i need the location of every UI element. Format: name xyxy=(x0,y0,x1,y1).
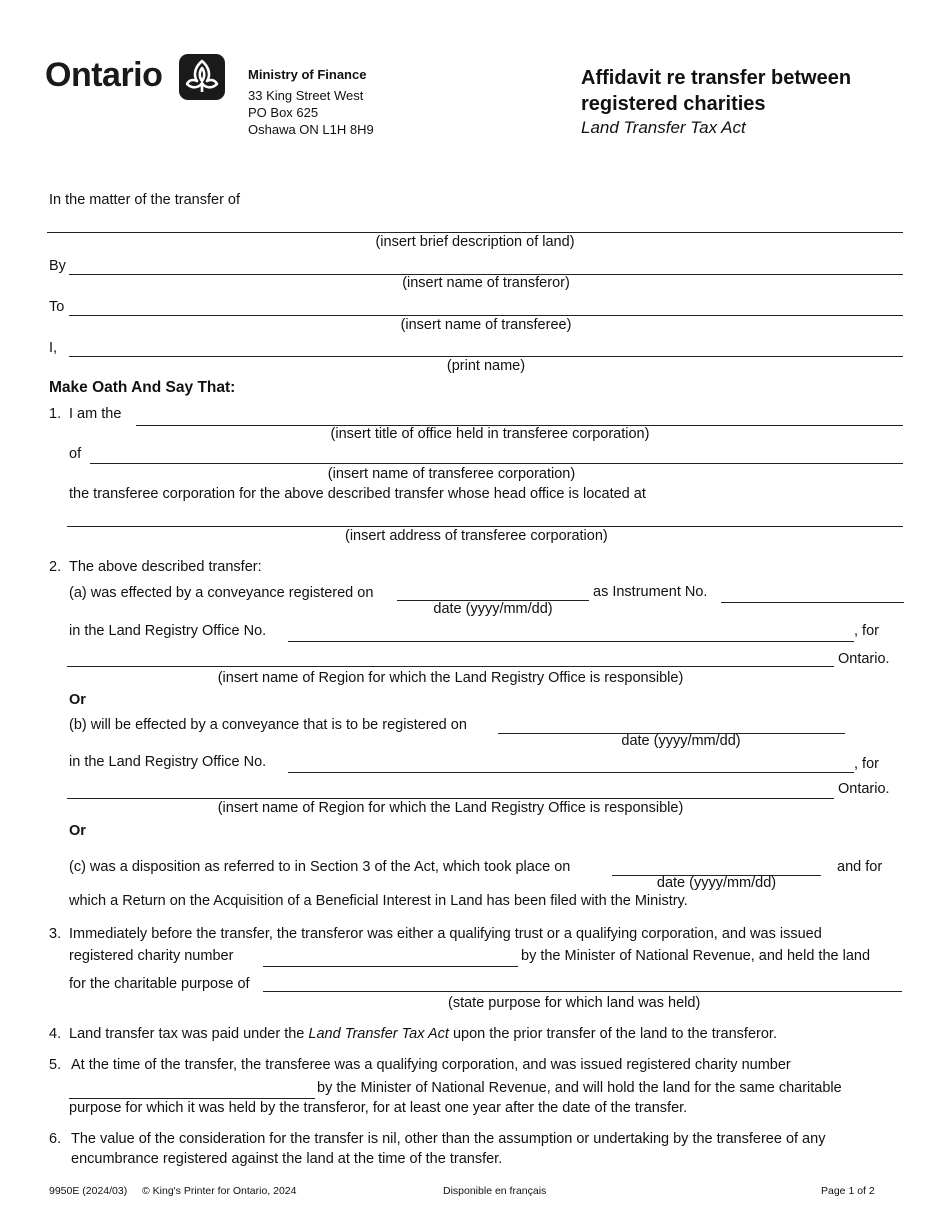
option-a-text: (a) was effected by a conveyance registered on xyxy=(69,585,374,601)
oath-heading: Make Oath And Say That: xyxy=(49,379,236,396)
transferee-line xyxy=(69,315,903,316)
option-b-date-caption: date (yyyy/mm/dd) xyxy=(621,733,741,749)
land-description-line xyxy=(47,232,903,233)
by-label: By xyxy=(49,258,66,274)
transferee-charity-number-field[interactable] xyxy=(69,1080,315,1098)
copyright: © King's Printer for Ontario, 2024 xyxy=(142,1185,297,1197)
i-label: I, xyxy=(49,340,58,356)
print-name-field[interactable] xyxy=(69,338,903,356)
item5-line3: purpose for which it was held by the transferor, for at least one year after the date of the transfer. xyxy=(69,1100,688,1116)
i-am-label: I am the xyxy=(69,406,122,422)
transferee-charity-number-line xyxy=(69,1098,315,1099)
item6-line2: encumbrance registered against the land at the time of the transfer. xyxy=(71,1151,503,1167)
address-line: 33 King Street West xyxy=(248,88,364,103)
form-code: 9950E (2024/03) xyxy=(49,1185,128,1197)
item4-act-name: Land Transfer Tax Act xyxy=(308,1026,449,1042)
item4-text-after: upon the prior transfer of the land to the transferor. xyxy=(448,1026,777,1042)
option-a-date-field[interactable] xyxy=(397,582,589,600)
transfer-intro: The above described transfer: xyxy=(69,559,262,575)
charitable-purpose-line xyxy=(263,991,902,992)
minister-text: by the Minister of National Revenue, and held the land xyxy=(521,948,871,964)
head-office-text: the transferee corporation for the above described transfer whose head office is located at xyxy=(69,486,646,502)
and-for-label: and for xyxy=(837,859,883,875)
for-label: , for xyxy=(854,623,879,639)
option-a-lro-field[interactable] xyxy=(288,623,854,641)
lro-label: in the Land Registry Office No. xyxy=(69,623,267,639)
option-c-text: (c) was a disposition as referred to in Section 3 of the Act, which took place on xyxy=(69,859,571,875)
item-number: 3. xyxy=(49,926,62,942)
option-c-text-2: which a Return on the Acquisition of a Beneficial Interest in Land has been filed with the Ministry. xyxy=(69,893,688,909)
or-label: Or xyxy=(69,823,86,839)
item6-line1: The value of the consideration for the transfer is nil, other than the assumption or undertaking by the transferee of any xyxy=(71,1131,826,1147)
instrument-number-field[interactable] xyxy=(721,584,904,602)
option-a-region-field[interactable] xyxy=(67,648,834,666)
purpose-label: for the charitable purpose of xyxy=(69,976,250,992)
french-version-note: Disponible en français xyxy=(443,1185,547,1197)
item-number: 6. xyxy=(49,1131,62,1147)
transferee-field[interactable] xyxy=(69,297,903,315)
charity-number-label: registered charity number xyxy=(69,948,234,964)
instrument-number-line xyxy=(721,602,904,603)
trillium-icon xyxy=(179,54,225,100)
transferor-caption: (insert name of transferor) xyxy=(402,275,570,291)
item-number: 1. xyxy=(49,406,62,422)
item-number: 5. xyxy=(49,1057,62,1073)
item4-text-before: Land transfer tax was paid under the xyxy=(69,1026,309,1042)
ontario-label: Ontario. xyxy=(838,651,890,667)
or-label: Or xyxy=(69,692,86,708)
document-subtitle: Land Transfer Tax Act xyxy=(581,118,746,137)
corporation-address-field[interactable] xyxy=(67,508,903,526)
title-line: registered charities xyxy=(581,93,766,115)
print-name-caption: (print name) xyxy=(446,358,526,374)
ministry-address-block xyxy=(248,66,374,138)
to-label: To xyxy=(49,299,65,315)
option-b-lro-line xyxy=(288,772,854,773)
transferor-charity-number-line xyxy=(263,966,518,967)
corporation-name-field[interactable] xyxy=(90,445,903,463)
option-b-text: (b) will be effected by a conveyance that is to be registered on xyxy=(69,717,467,733)
matter-label: In the matter of the transfer of xyxy=(49,192,241,208)
ministry-name: Ministry of Finance xyxy=(248,67,367,82)
option-c-date-field[interactable] xyxy=(612,857,821,875)
office-title-caption: (insert title of office held in transferee corporation) xyxy=(330,426,650,442)
charitable-purpose-caption: (state purpose for which land was held) xyxy=(448,995,701,1011)
land-description-caption: (insert brief description of land) xyxy=(375,234,575,250)
corporation-name-line xyxy=(90,463,903,464)
item4-text xyxy=(69,1026,777,1042)
option-a-date-caption: date (yyyy/mm/dd) xyxy=(433,601,553,617)
corporation-address-line xyxy=(67,526,903,527)
option-b-lro-field[interactable] xyxy=(288,754,854,772)
instrument-label: as Instrument No. xyxy=(593,584,708,600)
title-line: Affidavit re transfer between xyxy=(581,67,852,89)
ontario-logo-text: Ontario xyxy=(45,56,163,94)
print-name-line xyxy=(69,356,903,357)
option-b-region-field[interactable] xyxy=(67,780,834,798)
option-b-region-caption: (insert name of Region for which the Land Registry Office is responsible) xyxy=(217,800,684,816)
page-number: Page 1 of 2 xyxy=(821,1185,875,1197)
address-line: PO Box 625 xyxy=(248,105,319,120)
item-number: 4. xyxy=(49,1026,62,1042)
item5-line2: by the Minister of National Revenue, and will hold the land for the same charitable xyxy=(317,1080,842,1096)
of-label: of xyxy=(69,446,82,462)
charitable-purpose-field[interactable] xyxy=(263,973,902,991)
item-number: 2. xyxy=(49,559,62,575)
transferor-charity-number-field[interactable] xyxy=(263,948,518,966)
document-title xyxy=(581,65,851,117)
office-title-field[interactable] xyxy=(136,407,903,425)
corporation-address-caption: (insert address of transferee corporation) xyxy=(345,528,608,544)
land-description-field[interactable] xyxy=(47,214,903,232)
corporation-name-caption: (insert name of transferee corporation) xyxy=(327,466,576,482)
option-c-date-caption: date (yyyy/mm/dd) xyxy=(656,875,777,891)
item3-line1: Immediately before the transfer, the transferor was either a qualifying trust or a qualifying corporation, and was issued xyxy=(69,926,822,942)
transferee-caption: (insert name of transferee) xyxy=(400,317,572,333)
address-line: Oshawa ON L1H 8H9 xyxy=(248,122,374,137)
transferor-field[interactable] xyxy=(69,256,903,274)
option-b-date-field[interactable] xyxy=(498,715,845,733)
option-a-region-caption: (insert name of Region for which the Land Registry Office is responsible) xyxy=(217,670,684,686)
option-a-region-line xyxy=(67,666,834,667)
option-b-region-line xyxy=(67,798,834,799)
ontario-label: Ontario. xyxy=(838,781,890,797)
option-a-lro-line xyxy=(288,641,854,642)
for-label: , for xyxy=(854,756,879,772)
item5-line1: At the time of the transfer, the transferee was a qualifying corporation, and was issued registered charity number xyxy=(71,1057,791,1073)
lro-label: in the Land Registry Office No. xyxy=(69,754,267,770)
